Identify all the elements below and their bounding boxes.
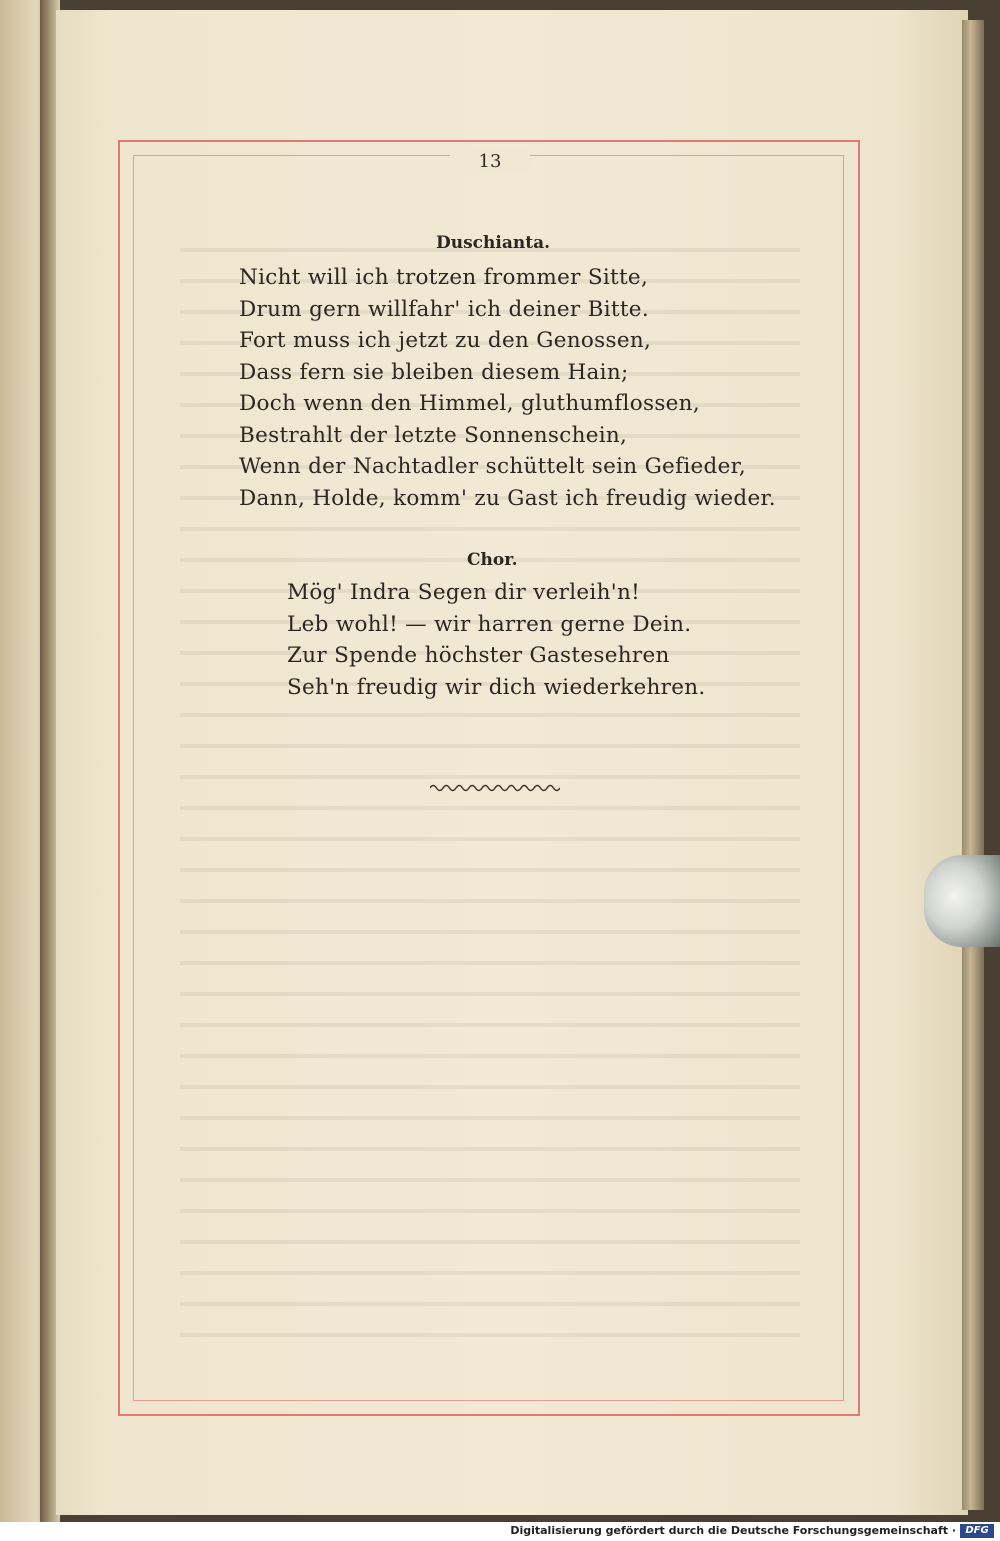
verse-line: Fort muss ich jetzt zu den Genossen, (239, 328, 652, 353)
verse-line: Bestrahlt der letzte Sonnenschein, (239, 422, 628, 448)
verse-chor (287, 577, 706, 703)
verse-line: Drum gern willfahr' ich deiner Bitte. (239, 296, 649, 322)
page-number: 13 (450, 150, 530, 174)
digitization-footer (0, 1522, 1000, 1541)
verse-line: Dann, Holde, komm' zu Gast ich freudig wieder. (239, 485, 776, 511)
verse-line: Wenn der Nachtadler schüttelt sein Gefieder, (239, 454, 746, 479)
page-clip-icon (924, 855, 1000, 947)
footer-credit: Digitalisierung gefördert durch die Deutsche Forschungsgemeinschaft · (510, 1524, 956, 1537)
verse-line: Mög' Indra Segen dir verleih'n! (287, 580, 641, 605)
dfg-logo-icon: DFG (960, 1524, 994, 1538)
verse-duschianta (239, 262, 776, 514)
verse-line: Nicht will ich trotzen frommer Sitte, (239, 265, 649, 290)
verse-line: Dass fern sie bleiben diesem Hain; (239, 359, 629, 385)
wavy-rule-ornament (430, 782, 560, 794)
page-stack-edge (962, 20, 984, 1510)
speaker-chor: Chor. (467, 550, 518, 570)
verse-line: Doch wenn den Himmel, gluthumflossen, (239, 391, 700, 416)
speaker-duschianta: Duschianta. (436, 233, 551, 253)
verse-line: Leb wohl! — wir harren gerne Dein. (287, 611, 692, 637)
verse-line: Seh'n freudig wir dich wiederkehren. (287, 674, 706, 700)
verse-line: Zur Spende höchster Gastesehren (287, 643, 670, 668)
